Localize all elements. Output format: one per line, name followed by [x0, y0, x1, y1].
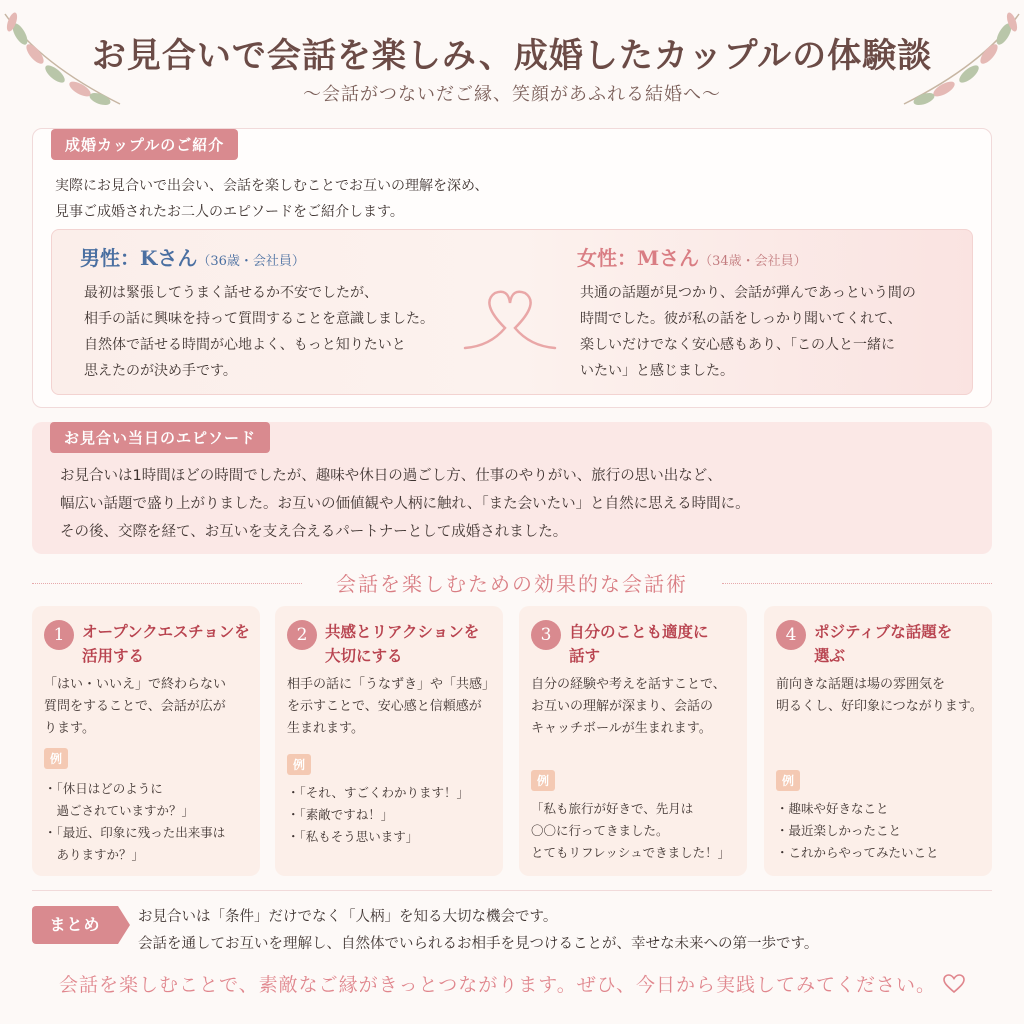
tip-title-line: 共感とリアクションを	[325, 623, 480, 641]
episode-section	[32, 422, 992, 554]
tip-title	[82, 620, 258, 668]
tip-title-line: 話す	[569, 647, 601, 665]
tip-desc-line: ります。	[44, 721, 95, 736]
tip-description	[44, 674, 256, 740]
example-line: ・「素敵ですね！」	[287, 807, 394, 822]
example-badge: 例	[776, 770, 800, 791]
tip-number: 1	[44, 620, 74, 650]
tip-description	[776, 674, 988, 718]
tip-desc-line: 生まれます。	[287, 721, 364, 736]
comment-line: 思えたのが決め手です。	[84, 363, 237, 379]
comment-line: 共通の話題が見つかり、会話が弾んであっという間の	[580, 285, 916, 301]
tip-desc-line: 前向きな話題は場の雰囲気を	[776, 677, 946, 692]
example-line: ・「私もそう思います」	[287, 829, 419, 844]
episode-text	[60, 462, 750, 546]
tip-title-line: オープンクエスチョンを	[82, 623, 250, 641]
tip-desc-line: を示すことで、安心感と信頼感が	[287, 699, 482, 714]
example-line: ・最近楽しかったこと	[776, 823, 902, 838]
tip-description	[531, 674, 743, 740]
female-comment	[580, 280, 916, 384]
section-tag: 成婚カップルのご紹介	[51, 129, 238, 160]
tip-number: 2	[287, 620, 317, 650]
example-badge: 例	[44, 748, 68, 769]
tip-title	[569, 620, 745, 668]
summary-arrow-icon	[118, 906, 130, 944]
tips-heading	[32, 568, 992, 598]
couple-box	[51, 229, 973, 395]
episode-line: 幅広い話題で盛り上がりました。お互いの価値観や人柄に触れ、「また会いたい」と自然に思える時間に。	[60, 496, 750, 512]
divider-line	[32, 890, 992, 891]
male-comment	[84, 280, 434, 384]
female-heading	[577, 242, 807, 271]
example-list	[531, 798, 745, 864]
example-line: ・これからやってみたいこと	[776, 845, 939, 860]
tip-title-line: 選ぶ	[814, 647, 846, 665]
summary-tag: まとめ	[32, 906, 118, 944]
example-line: ・趣味や好きなこと	[776, 801, 889, 816]
tip-desc-line: 「はい・いいえ」で終わらない	[44, 677, 227, 692]
tips-title: 会話を楽しむための効果的な会話術	[336, 572, 688, 596]
comment-line: 時間でした。彼が私の話をしっかり聞いてくれて、	[580, 311, 902, 327]
example-line: 「私も旅行が好きで、先月は	[531, 801, 694, 816]
page-subtitle: 〜会話がつないだご縁、笑顔があふれる結婚へ〜	[303, 84, 721, 105]
closing-message	[0, 970, 1024, 997]
example-line: 過ごされていますか？」	[44, 803, 195, 818]
tip-desc-line: キャッチボールが生まれます。	[531, 721, 712, 736]
tip-desc-line: 明るくし、好印象につながります。	[776, 699, 983, 714]
example-list	[776, 798, 990, 864]
page-title: お見合いで会話を楽しみ、成婚したカップルの体験談	[91, 36, 933, 76]
example-line: ・「それ、すごくわかります！」	[287, 785, 470, 800]
summary-text	[138, 904, 818, 958]
tip-desc-line: 質問をすることで、会話が広が	[44, 699, 226, 714]
example-badge: 例	[287, 754, 311, 775]
heart-icon	[943, 974, 965, 994]
example-line: ・「休日はどのように	[44, 781, 163, 796]
tip-title	[814, 620, 990, 668]
couple-intro-section	[32, 128, 992, 408]
section-tag: お見合い当日のエピソード	[50, 422, 270, 453]
tip-card-2	[275, 606, 503, 876]
example-list	[287, 782, 501, 848]
tip-title-line: 自分のことも適度に	[569, 623, 709, 641]
example-line: ありますか？」	[44, 847, 145, 862]
tip-title	[325, 620, 501, 668]
tip-desc-line: 相手の話に「うなずき」や「共感」	[287, 677, 496, 692]
intro-line: 実際にお見合いで出会い、会話を楽しむことでお互いの理解を深め、	[55, 178, 489, 194]
male-label: 男性：Kさん	[80, 246, 198, 270]
example-line: ・「最近、印象に残った出来事は	[44, 825, 226, 840]
tip-title-line: 活用する	[82, 647, 145, 665]
male-meta: （36歳・会社員）	[197, 254, 305, 269]
episode-line: その後、交際を経て、お互いを支え合えるパートナーとして成婚されました。	[60, 524, 568, 540]
episode-line: お見合いは1時間ほどの時間でしたが、趣味や休日の過ごし方、仕事のやりがい、旅行の思い出など、	[60, 468, 722, 484]
comment-line: 相手の話に興味を持って質問することを意識しました。	[84, 311, 434, 327]
tip-card-4	[764, 606, 992, 876]
example-badge: 例	[531, 770, 555, 791]
tip-title-line: ポジティブな話題を	[814, 623, 953, 641]
tip-title-line: 大切にする	[325, 647, 403, 665]
comment-line: 楽しいだけでなく安心感もあり、「この人と一緒に	[580, 337, 895, 353]
tip-number: 4	[776, 620, 806, 650]
comment-line: 自然体で話せる時間が心地よく、もっと知りたいと	[84, 337, 406, 353]
tip-desc-line: 自分の経験や考えを話すことで、	[531, 677, 726, 692]
intro-text	[55, 173, 488, 225]
female-label: 女性：Mさん	[577, 246, 700, 270]
divider-line	[722, 583, 992, 584]
tip-card-3	[519, 606, 747, 876]
example-list	[44, 778, 258, 866]
tip-number: 3	[531, 620, 561, 650]
header	[0, 0, 1024, 120]
tip-card-1	[32, 606, 260, 876]
summary-line: 会話を通してお互いを理解し、自然体でいられるお相手を見つけることが、幸せな未来への第一歩です。	[138, 936, 819, 952]
female-meta: （34歳・会社員）	[699, 254, 807, 269]
summary-line: お見合いは「条件」だけでなく「人柄」を知る大切な機会です。	[138, 909, 558, 925]
comment-line: 最初は緊張してうまく話せるか不安でしたが、	[84, 285, 378, 301]
example-line: とてもリフレッシュできました！」	[531, 845, 731, 860]
intro-line: 見事ご成婚されたお二人のエピソードをご紹介します。	[55, 204, 404, 220]
male-heading	[80, 242, 305, 271]
comment-line: いたい」と感じました。	[580, 363, 734, 379]
heart-ribbon-icon	[460, 288, 560, 358]
example-line: 〇〇に行ってきました。	[531, 823, 669, 838]
tip-description	[287, 674, 499, 740]
closing-text: 会話を楽しむことで、素敵なご縁がきっとつながります。ぜひ、今日から実践してみてください。	[58, 974, 936, 996]
tip-desc-line: お互いの理解が深まり、会話の	[531, 699, 714, 714]
